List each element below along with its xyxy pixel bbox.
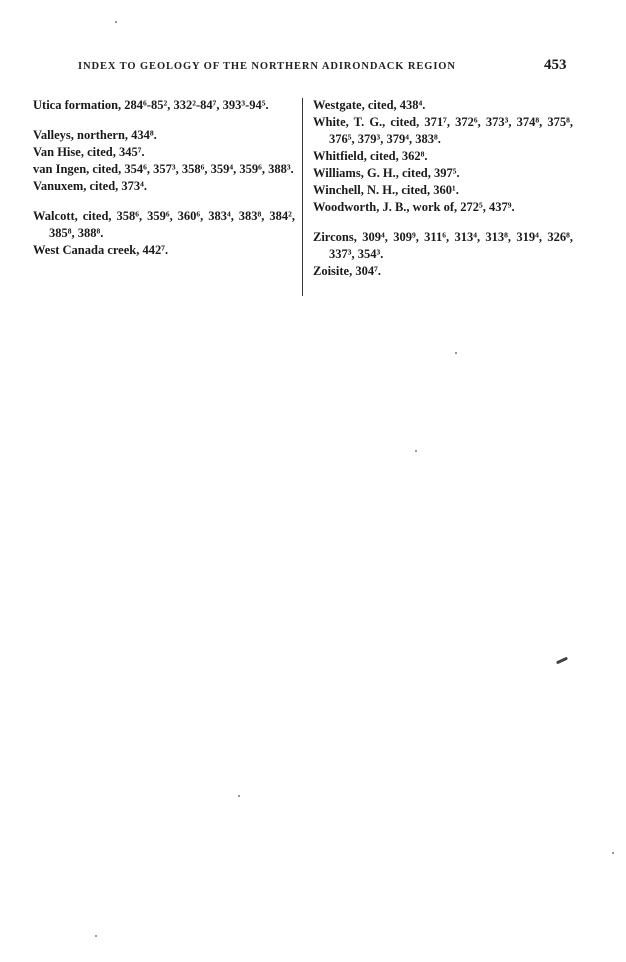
- index-entry: Van Hise, cited, 345⁷.: [33, 145, 145, 159]
- scan-speck: [115, 21, 117, 23]
- index-entry: West Canada creek, 442⁷.: [33, 243, 169, 257]
- scan-speck: [415, 450, 417, 452]
- column-divider: [302, 98, 303, 296]
- index-entry: White, T. G., cited, 371⁷, 372⁶, 373³, 374⁸, 375⁸, 376⁵, 379³, 379⁴, 383⁸.: [313, 115, 573, 146]
- scan-mark: [556, 657, 568, 665]
- index-entry: Westgate, cited, 438⁴.: [313, 98, 426, 112]
- index-entry: van Ingen, cited, 354⁶, 357³, 358⁶, 359⁴, 359⁶, 388³.: [33, 162, 294, 176]
- index-entry: Vanuxem, cited, 373⁴.: [33, 179, 148, 193]
- index-entry: Zircons, 309⁴, 309⁹, 311⁶, 313⁴, 313⁸, 319⁴, 326⁸, 337³, 354³.: [313, 230, 573, 261]
- index-entry: Williams, G. H., cited, 397⁵.: [313, 166, 460, 180]
- index-entry: Winchell, N. H., cited, 360¹.: [313, 183, 459, 197]
- scan-speck: [95, 935, 97, 937]
- scan-speck: [455, 352, 457, 354]
- index-entry: Utica formation, 284⁶-85², 332²-84⁷, 393³-94⁵.: [33, 98, 269, 112]
- index-entry: Valleys, northern, 434⁸.: [33, 128, 157, 142]
- index-entry: Whitfield, cited, 362⁸.: [313, 149, 428, 163]
- page-number: 453: [544, 57, 567, 73]
- scan-speck: [612, 852, 614, 854]
- index-column-left: [33, 97, 295, 259]
- running-head: INDEX TO GEOLOGY OF THE NORTHERN ADIRONDACK REGION: [78, 61, 456, 72]
- index-column-right: [313, 97, 573, 280]
- index-entry: Woodworth, J. B., work of, 272⁵, 437⁹.: [313, 200, 515, 214]
- page-header: [78, 57, 598, 79]
- index-entry: Zoisite, 304⁷.: [313, 264, 381, 278]
- scan-speck: [238, 795, 240, 797]
- index-entry: Walcott, cited, 358⁶, 359⁶, 360⁶, 383⁴, 383⁸, 384², 385⁸, 388⁸.: [33, 209, 295, 240]
